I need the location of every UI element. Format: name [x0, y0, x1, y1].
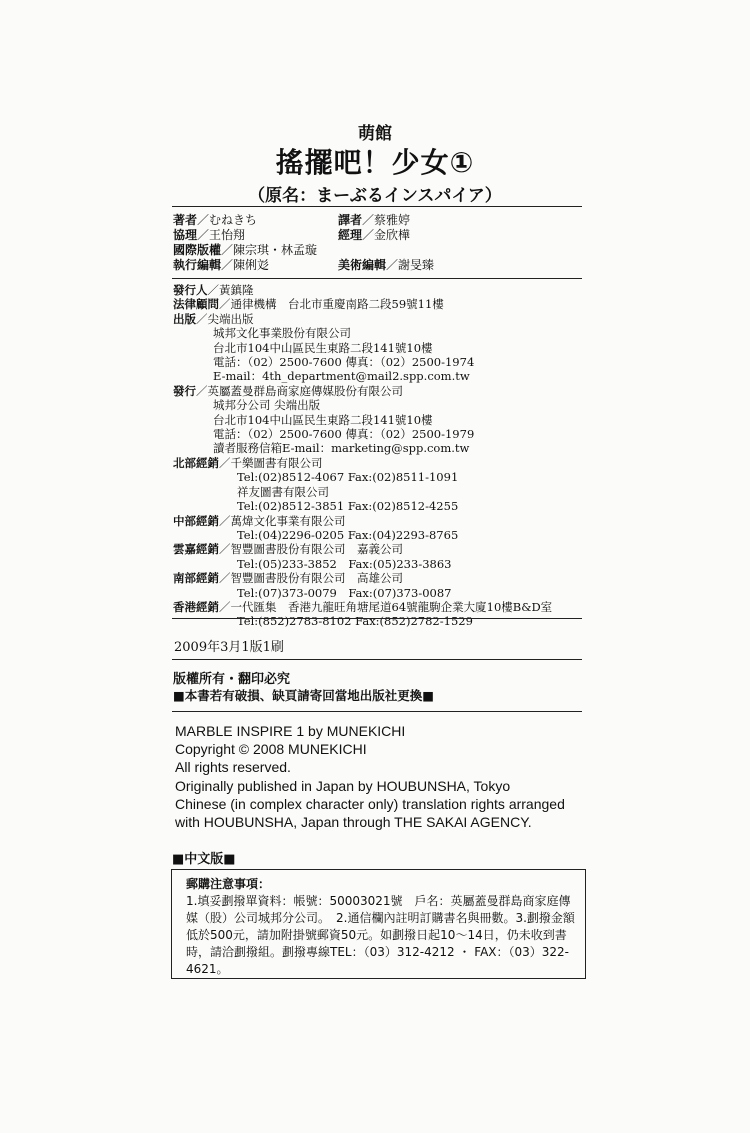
issuer-row: 發行人／黃鎮隆 [173, 283, 254, 297]
copyright-line: Copyright © 2008 MUNEKICHI [175, 741, 367, 758]
english-copyright [175, 722, 565, 831]
north-dist-row: 北部經銷／千樂圖書有限公司 [173, 455, 323, 470]
credit-row: 經理／金欣樺 [338, 228, 411, 242]
central-dist-line: Tel:(04)2296-0205 Fax:(04)2293-8765 [237, 527, 459, 542]
credits-right [338, 213, 434, 273]
north-dist-line: Tel:(02)8512-3851 Fax:(02)8512-4255 [237, 499, 459, 514]
distributor-line: 電話：（02）2500-7600 傳真：（02）2500-1979 [213, 427, 475, 442]
press-row: 出版／尖端出版 [173, 311, 254, 326]
credit-row: 執行編輯／陳俐彣 [173, 258, 270, 272]
copyright-line: MARBLE INSPIRE 1 by MUNEKICHI [175, 723, 406, 739]
divider-english [172, 711, 582, 712]
hk-dist-row: 香港經銷／一代匯集 香港九龍旺角塘尾道64號龍駒企業大廈10樓B&D室 [173, 599, 553, 614]
credit-row: 美術編輯／謝旻臻 [338, 258, 435, 272]
press-line: E-mail：4th_department@mail2.spp.com.tw [213, 369, 470, 384]
central-dist-row: 中部經銷／萬煒文化事業有限公司 [173, 513, 346, 528]
divider-top [172, 206, 582, 207]
credit-row: 國際版權／陳宗琪・林孟璇 [173, 243, 318, 257]
copyright-line: All rights reserved. [175, 759, 291, 776]
publisher-imprint: 萌館 [358, 124, 392, 144]
chinese-edition-label: ■中文版■ [172, 852, 236, 867]
notice-body: 1.填妥劃撥單資料：帳號：50003021號 戶名：英屬蓋曼群島商家庭傳媒（股）公司城邦分公司。 2.通信欄內註明訂購書名與冊數。3.劃撥金額低於500元，請加附掛號郵資50元。如劃撥日起10～14日，仍未收到書時，請洽劃撥組。劃撥專線TEL：（03）312-4212 ・ FAX：（03）322-4621。 [186, 894, 575, 976]
edition-date: 2009年3月1版1刷 [174, 640, 284, 655]
distributor-line: 讀者服務信箱E-mail：marketing@spp.com.tw [213, 441, 470, 456]
chiayi-dist-line: Tel:(05)233-3852 Fax:(05)233-3863 [237, 556, 452, 571]
distributor-row: 發行／英屬蓋曼群島商家庭傳媒股份有限公司 [173, 383, 403, 398]
notice-title: 郵購注意事項： [186, 877, 271, 891]
press-line: 台北市104中山區民生東路二段141號10樓 [213, 340, 433, 355]
legal-row: 法律顧問／通律機構 台北市重慶南路二段59號11樓 [173, 297, 444, 312]
north-dist-line: Tel:(02)8512-4067 Fax:(02)8511-1091 [237, 470, 459, 485]
distributor-line: 台北市104中山區民生東路二段141號10樓 [213, 412, 433, 427]
press-line: 電話：（02）2500-7600 傳真：（02）2500-1974 [213, 355, 475, 370]
damage-notice: ■本書若有破損、缺頁請寄回當地出版社更換■ [173, 688, 435, 703]
rights-reserved: 版權所有・翻印必究 [173, 672, 291, 687]
distributor-line: 城邦分公司 尖端出版 [213, 398, 321, 413]
credit-row: 著者／むねきち [173, 213, 258, 227]
book-title: 搖擺吧！少女① [275, 146, 475, 179]
copyright-line: with HOUBUNSHA, Japan through THE SAKAI AGENCY. [175, 814, 532, 831]
divider-lower [172, 618, 582, 619]
chiayi-dist-row: 雲嘉經銷／智豐圖書股份有限公司 嘉義公司 [173, 542, 403, 557]
mail-order-notice [171, 869, 586, 979]
north-dist-line: 祥友圖書有限公司 [237, 484, 329, 499]
divider-mid [172, 278, 582, 279]
copyright-line: Originally published in Japan by HOUBUNSHA, Tokyo [175, 777, 511, 794]
hk-dist-line: Tel:(852)2783-8102 Fax:(852)2782-1529 [237, 614, 473, 629]
credit-row: 譯者／蔡雅婷 [338, 213, 411, 227]
south-dist-line: Tel:(07)373-0079 Fax:(07)373-0087 [237, 585, 452, 600]
publishing-info [173, 283, 552, 629]
credits-left [173, 213, 317, 273]
press-line: 城邦文化事業股份有限公司 [213, 326, 351, 341]
credit-row: 協理／王怡翔 [173, 228, 246, 242]
south-dist-row: 南部經銷／智豐圖書股份有限公司 高雄公司 [173, 571, 403, 586]
copyright-line: Chinese (in complex character only) translation rights arranged [175, 795, 565, 812]
original-title: （原名：まーぶるインスパイア） [248, 186, 502, 206]
divider-rights [172, 659, 582, 660]
